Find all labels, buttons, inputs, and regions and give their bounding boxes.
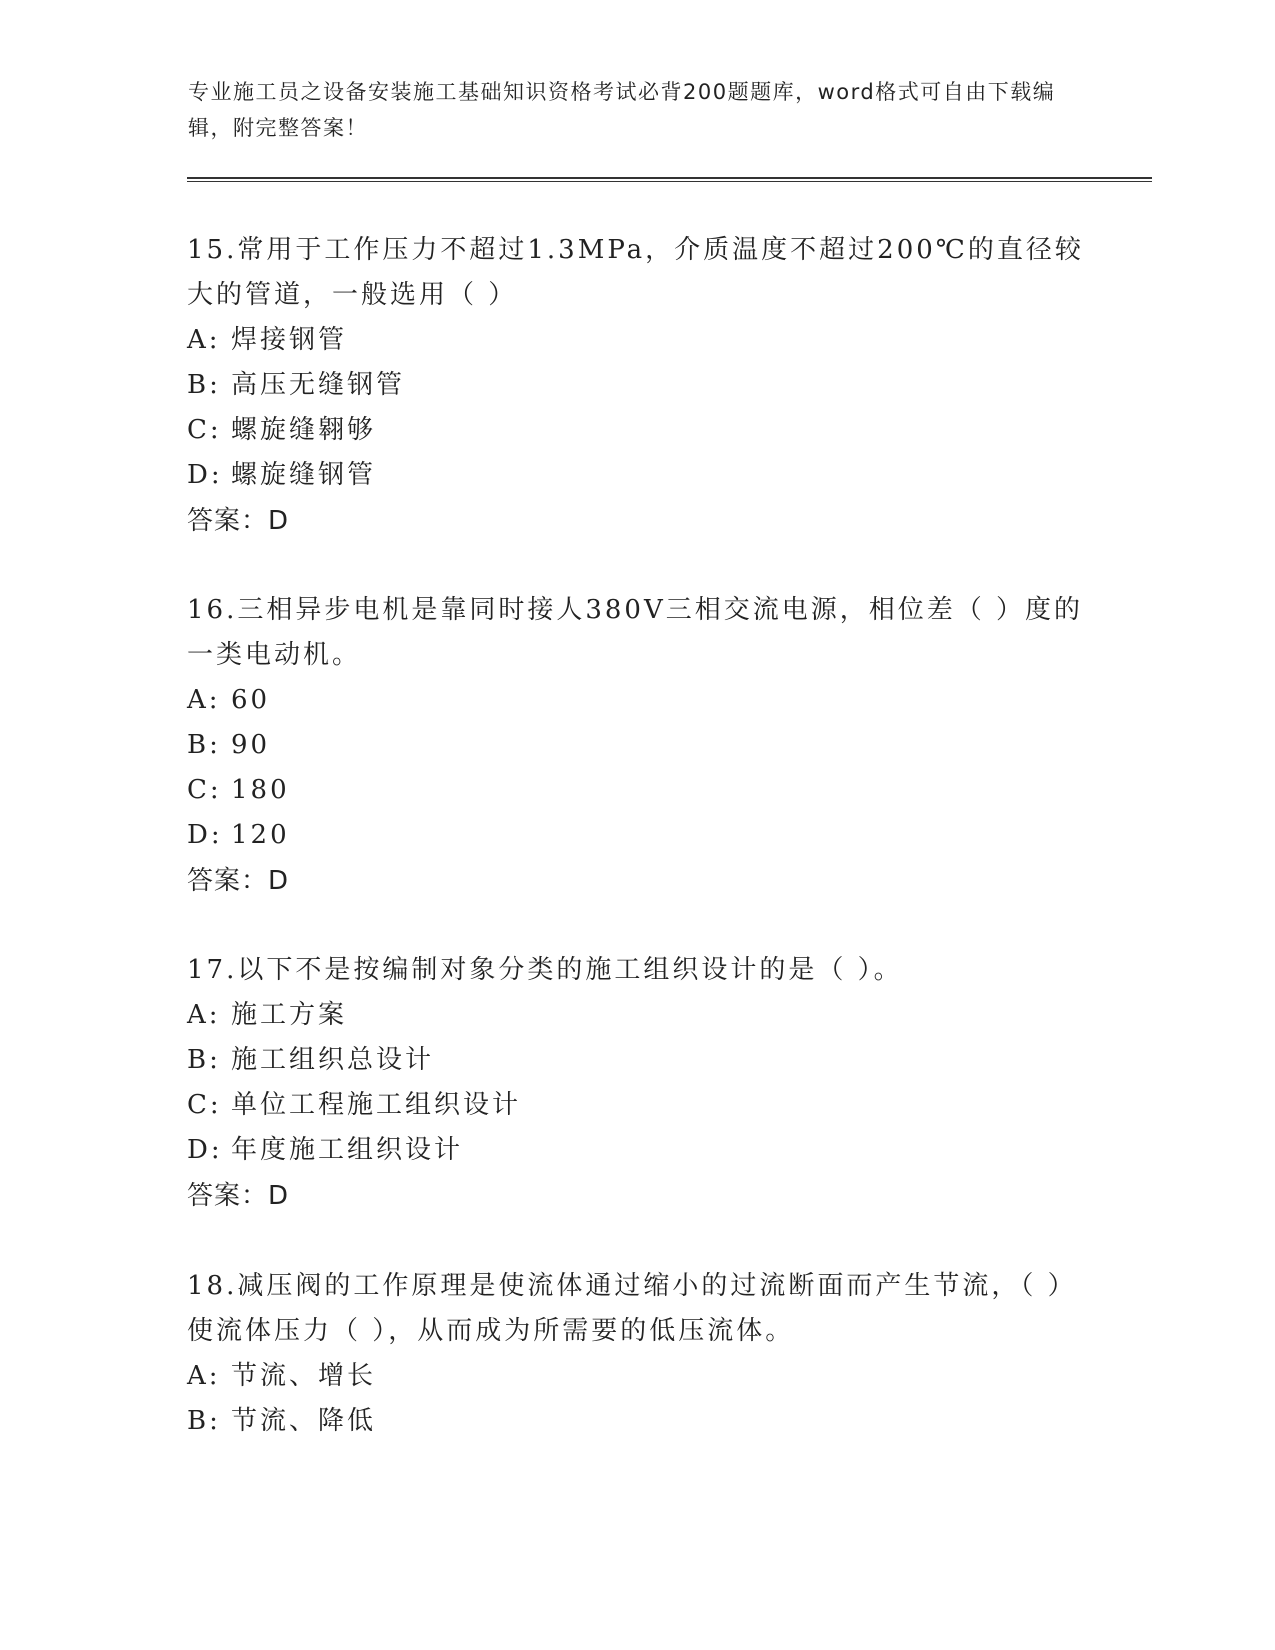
option-letter: D: — [187, 460, 223, 490]
header-divider-thin — [187, 181, 1152, 182]
option-b — [187, 1399, 1087, 1444]
option-b — [187, 363, 1087, 408]
option-text: 120 — [231, 820, 290, 850]
option-text: 年度施工组织设计 — [231, 1135, 464, 1165]
option-text: 节流、降低 — [231, 1406, 377, 1436]
option-letter: B: — [187, 730, 221, 760]
option-text: 施工组织总设计 — [231, 1045, 435, 1075]
option-c — [187, 768, 1087, 813]
answer-line: 答案：D — [187, 866, 290, 896]
question-stem: 16.三相异步电机是靠同时接人380V三相交流电源，相位差（ ）度的一类电动机。 — [187, 595, 1084, 670]
answer-line: 答案：D — [187, 506, 290, 536]
option-letter: A: — [187, 685, 221, 715]
question-stem: 15.常用于工作压力不超过1.3MPa，介质温度不超过200℃的直径较大的管道，一般选用（ ） — [187, 235, 1084, 310]
header-divider-thick — [187, 177, 1152, 179]
question-15 — [187, 228, 1087, 544]
option-letter: D: — [187, 1135, 223, 1165]
option-letter: A: — [187, 1000, 221, 1030]
option-letter: D: — [187, 820, 223, 850]
question-18 — [187, 1264, 1087, 1444]
question-stem: 18.减压阀的工作原理是使流体通过缩小的过流断面而产生节流，（ ）使流体压力（ ），从而成为所需要的低压流体。 — [187, 1271, 1077, 1346]
option-letter: C: — [187, 1090, 222, 1120]
option-d — [187, 813, 1087, 858]
option-letter: A: — [187, 325, 221, 355]
option-text: 60 — [231, 685, 271, 715]
option-letter: B: — [187, 370, 221, 400]
option-text: 90 — [231, 730, 271, 760]
option-letter: B: — [187, 1406, 221, 1436]
option-text: 焊接钢管 — [231, 325, 348, 355]
answer-line: 答案：D — [187, 1181, 290, 1211]
option-a — [187, 1354, 1087, 1399]
option-text: 180 — [231, 775, 290, 805]
option-c — [187, 408, 1087, 453]
question-16 — [187, 588, 1087, 904]
option-b — [187, 723, 1087, 768]
option-letter: C: — [187, 775, 222, 805]
document-header: 专业施工员之设备安装施工基础知识资格考试必背200题题库，word格式可自由下载编辑，附完整答案！ — [188, 80, 1056, 140]
option-letter: A: — [187, 1361, 221, 1391]
option-d — [187, 1128, 1087, 1173]
option-a — [187, 678, 1087, 723]
option-a — [187, 318, 1087, 363]
option-letter: B: — [187, 1045, 221, 1075]
option-text: 节流、增长 — [231, 1361, 377, 1391]
question-stem: 17.以下不是按编制对象分类的施工组织设计的是（ ）。 — [187, 955, 903, 985]
option-text: 单位工程施工组织设计 — [231, 1090, 522, 1120]
option-d — [187, 453, 1087, 498]
option-a — [187, 993, 1087, 1038]
question-17 — [187, 948, 1087, 1219]
option-text: 螺旋缝翱够 — [231, 415, 377, 445]
option-c — [187, 1083, 1087, 1128]
option-letter: C: — [187, 415, 222, 445]
option-text: 螺旋缝钢管 — [231, 460, 377, 490]
option-text: 高压无缝钢管 — [231, 370, 406, 400]
option-b — [187, 1038, 1087, 1083]
option-text: 施工方案 — [231, 1000, 348, 1030]
